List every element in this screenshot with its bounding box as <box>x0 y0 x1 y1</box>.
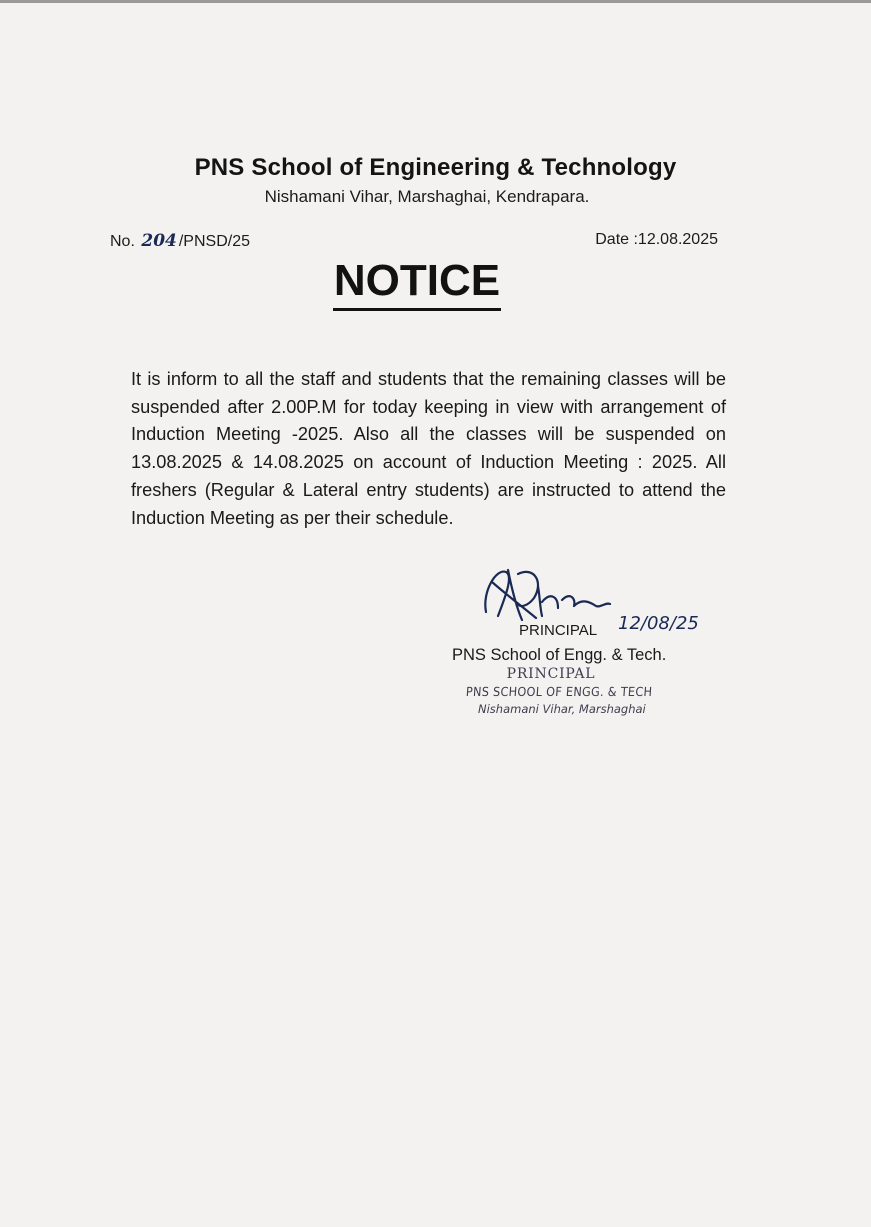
notice-body: It is inform to all the staff and students that the remaining classes will be suspended after 2.00P.M for today keeping in view with arrangement of Induction Meeting -2025. Also all the classes will be suspended on 13.08.2025 & 14.08.2025 on account of Induction Meeting : 2025. All freshers (Regular & Lateral entry students) are instructed to attend the Induction Meeting as per their schedule. <box>131 369 726 528</box>
stamp-title: PRINCIPAL <box>506 666 596 682</box>
principal-stamp <box>466 666 666 716</box>
signatory-institute: PNS School of Engg. & Tech. <box>452 646 667 664</box>
stamp-address: Nishamani Vihar, Marshaghai <box>478 702 646 716</box>
reference-handwritten-number: 204 <box>141 231 177 251</box>
reference-number <box>110 231 250 251</box>
date-label: Date : <box>595 231 638 248</box>
school-name: PNS School of Engineering & Technology <box>194 154 677 181</box>
reference-prefix: No. <box>110 233 135 250</box>
paper-top-edge <box>0 0 871 3</box>
date-value: 12.08.2025 <box>637 231 718 248</box>
reference-suffix: /PNSD/25 <box>178 233 250 250</box>
notice-title-text: NOTICE <box>333 254 501 311</box>
notice-title <box>0 254 834 311</box>
stamp-school: PNS SCHOOL OF ENGG. & TECH <box>465 684 653 699</box>
principal-designation: PRINCIPAL <box>519 622 598 639</box>
signature-date: 12/08/25 <box>618 613 699 634</box>
school-address: Nishamani Vihar, Marshaghai, Kendrapara. <box>264 187 590 206</box>
notice-date <box>595 231 718 249</box>
